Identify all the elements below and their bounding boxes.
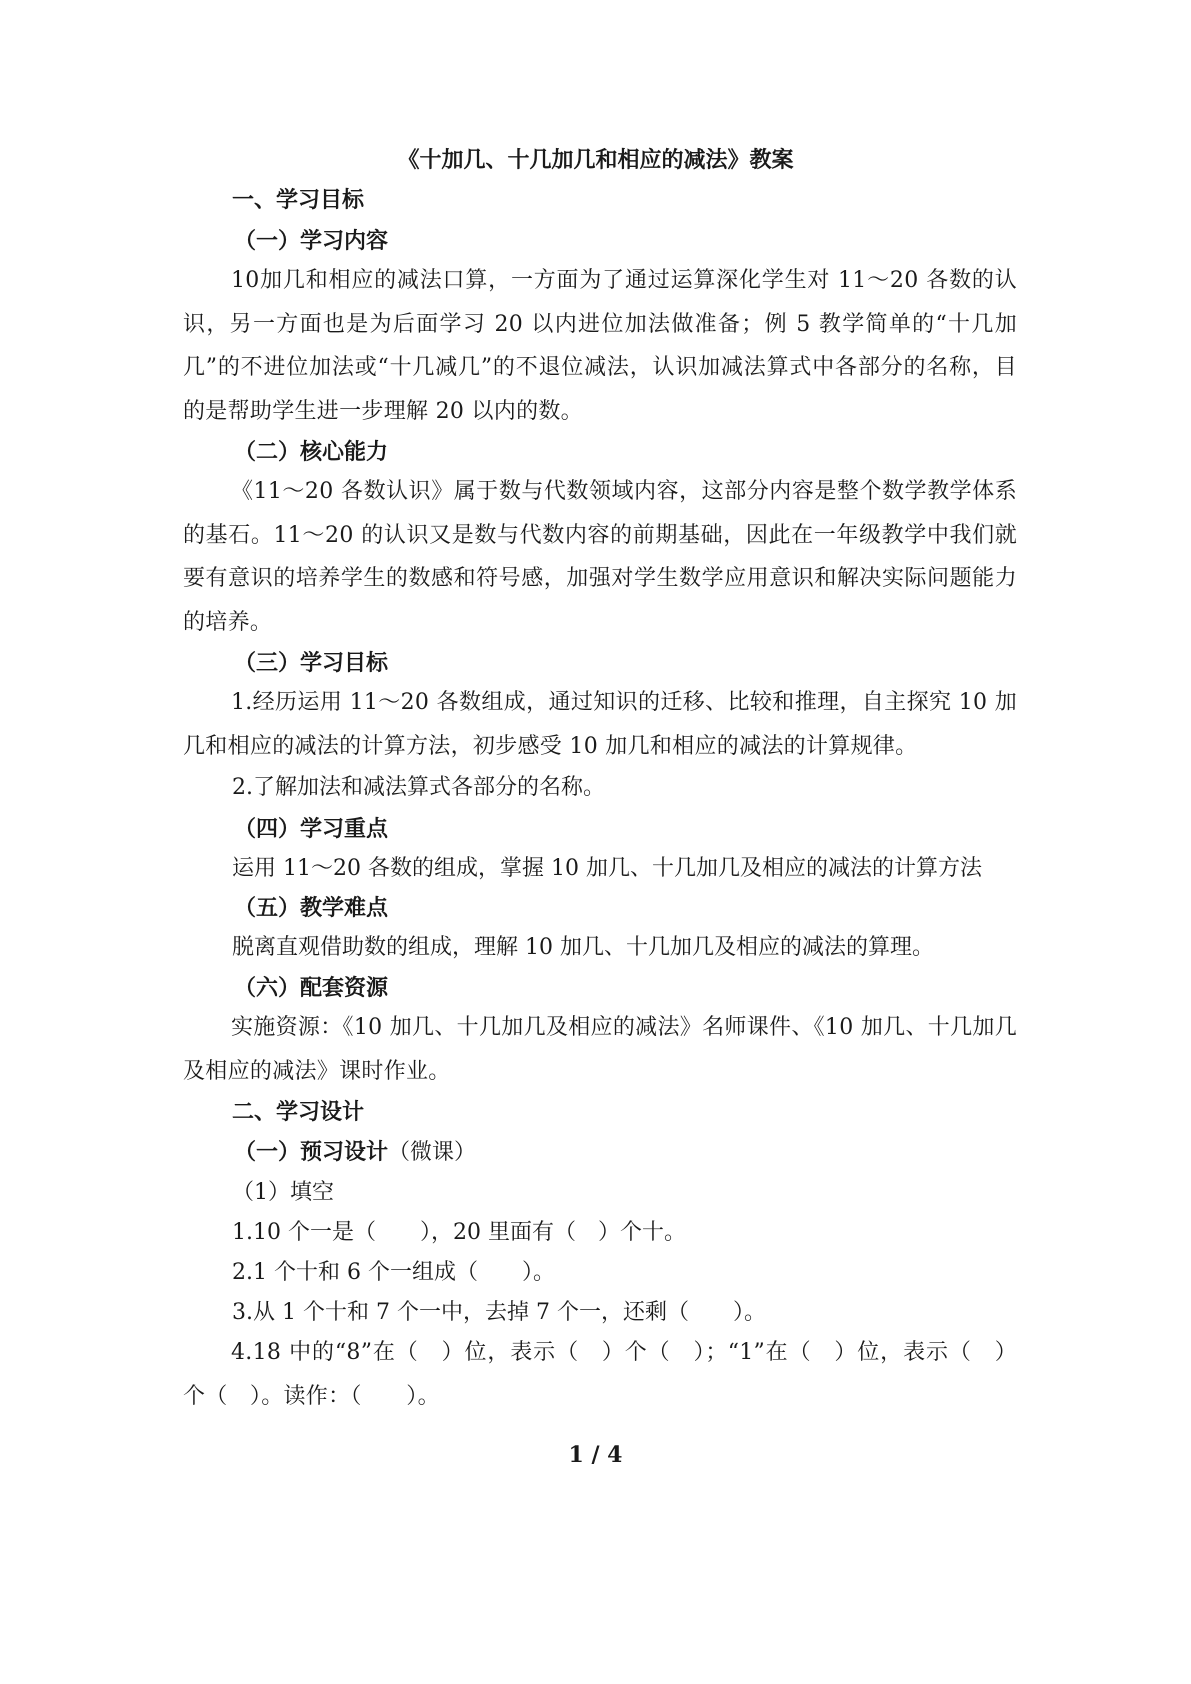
document-title: 《十加几、十几加几和相应的减法》教案 (397, 147, 794, 173)
subheading-key-points: （四）学习重点 (234, 816, 389, 842)
subheading-fill-blanks: （1）填空 (232, 1180, 334, 1205)
question-4: 4.18 中的“8”在（ ）位，表示（ ）个（ ）；“1”在（ ）位，表示（ ）个（ ）。读作：（ ）。 (183, 1340, 1017, 1409)
preview-note: （微课） (388, 1140, 477, 1165)
subheading-learning-objectives: （三）学习目标 (234, 650, 389, 676)
page-number: 1 / 4 (568, 1442, 623, 1468)
paragraph-key-points: 运用 11～20 各数的组成，掌握 10 加几、十几加几及相应的减法的计算方法 (232, 856, 982, 881)
paragraph-resources: 实施资源：《10 加几、十几加几及相应的减法》名师课件、《10 加几、十几加几及相应的减法》课时作业。 (183, 1015, 1017, 1084)
paragraph-goal-2: 2.了解加法和减法算式各部分的名称。 (232, 775, 605, 800)
section-heading-learning-design: 二、学习设计 (232, 1099, 365, 1125)
question-1: 1.10 个一是（ ），20 里面有（ ）个十。 (232, 1220, 686, 1245)
preview-heading-text: （一）预习设计 (234, 1139, 389, 1165)
section-heading-learning-goals: 一、学习目标 (232, 187, 365, 213)
subheading-preview-design (234, 1137, 476, 1168)
paragraph-difficulties: 脱离直观借助数的组成，理解 10 加几、十几加几及相应的减法的算理。 (232, 935, 934, 960)
subheading-learning-content: （一）学习内容 (234, 228, 389, 254)
paragraph-core-ability: 《11～20 各数认识》属于数与代数领域内容，这部分内容是整个数学教学体系的基石。11～20 的认识又是数与代数内容的前期基础，因此在一年级教学中我们就要有意识的培养学生的数感和符号感，加强对学生数学应用意识和解决实际问题能力的培养。 (183, 479, 1017, 635)
subheading-resources: （六）配套资源 (234, 975, 389, 1001)
subheading-core-ability: （二）核心能力 (234, 439, 389, 465)
question-2: 2.1 个十和 6 个一组成（ ）。 (232, 1260, 555, 1285)
paragraph-goal-1: 1.经历运用 11～20 各数组成，通过知识的迁移、比较和推理，自主探究 10 加几和相应的减法的计算方法，初步感受 10 加几和相应的减法的计算规律。 (183, 690, 1017, 759)
question-3: 3.从 1 个十和 7 个一中，去掉 7 个一，还剩（ ）。 (232, 1300, 766, 1325)
subheading-difficulties: （五）教学难点 (234, 895, 389, 921)
paragraph-learning-content: 10加几和相应的减法口算，一方面为了通过运算深化学生对 11～20 各数的认识，另一方面也是为后面学习 20 以内进位加法做准备；例 5 教学简单的“十几加几”的不进位加法或“十几减几”的不退位减法，认识加减法算式中各部分的名称，目的是帮助学生进一步理解 20 以内的数。 (183, 268, 1017, 424)
